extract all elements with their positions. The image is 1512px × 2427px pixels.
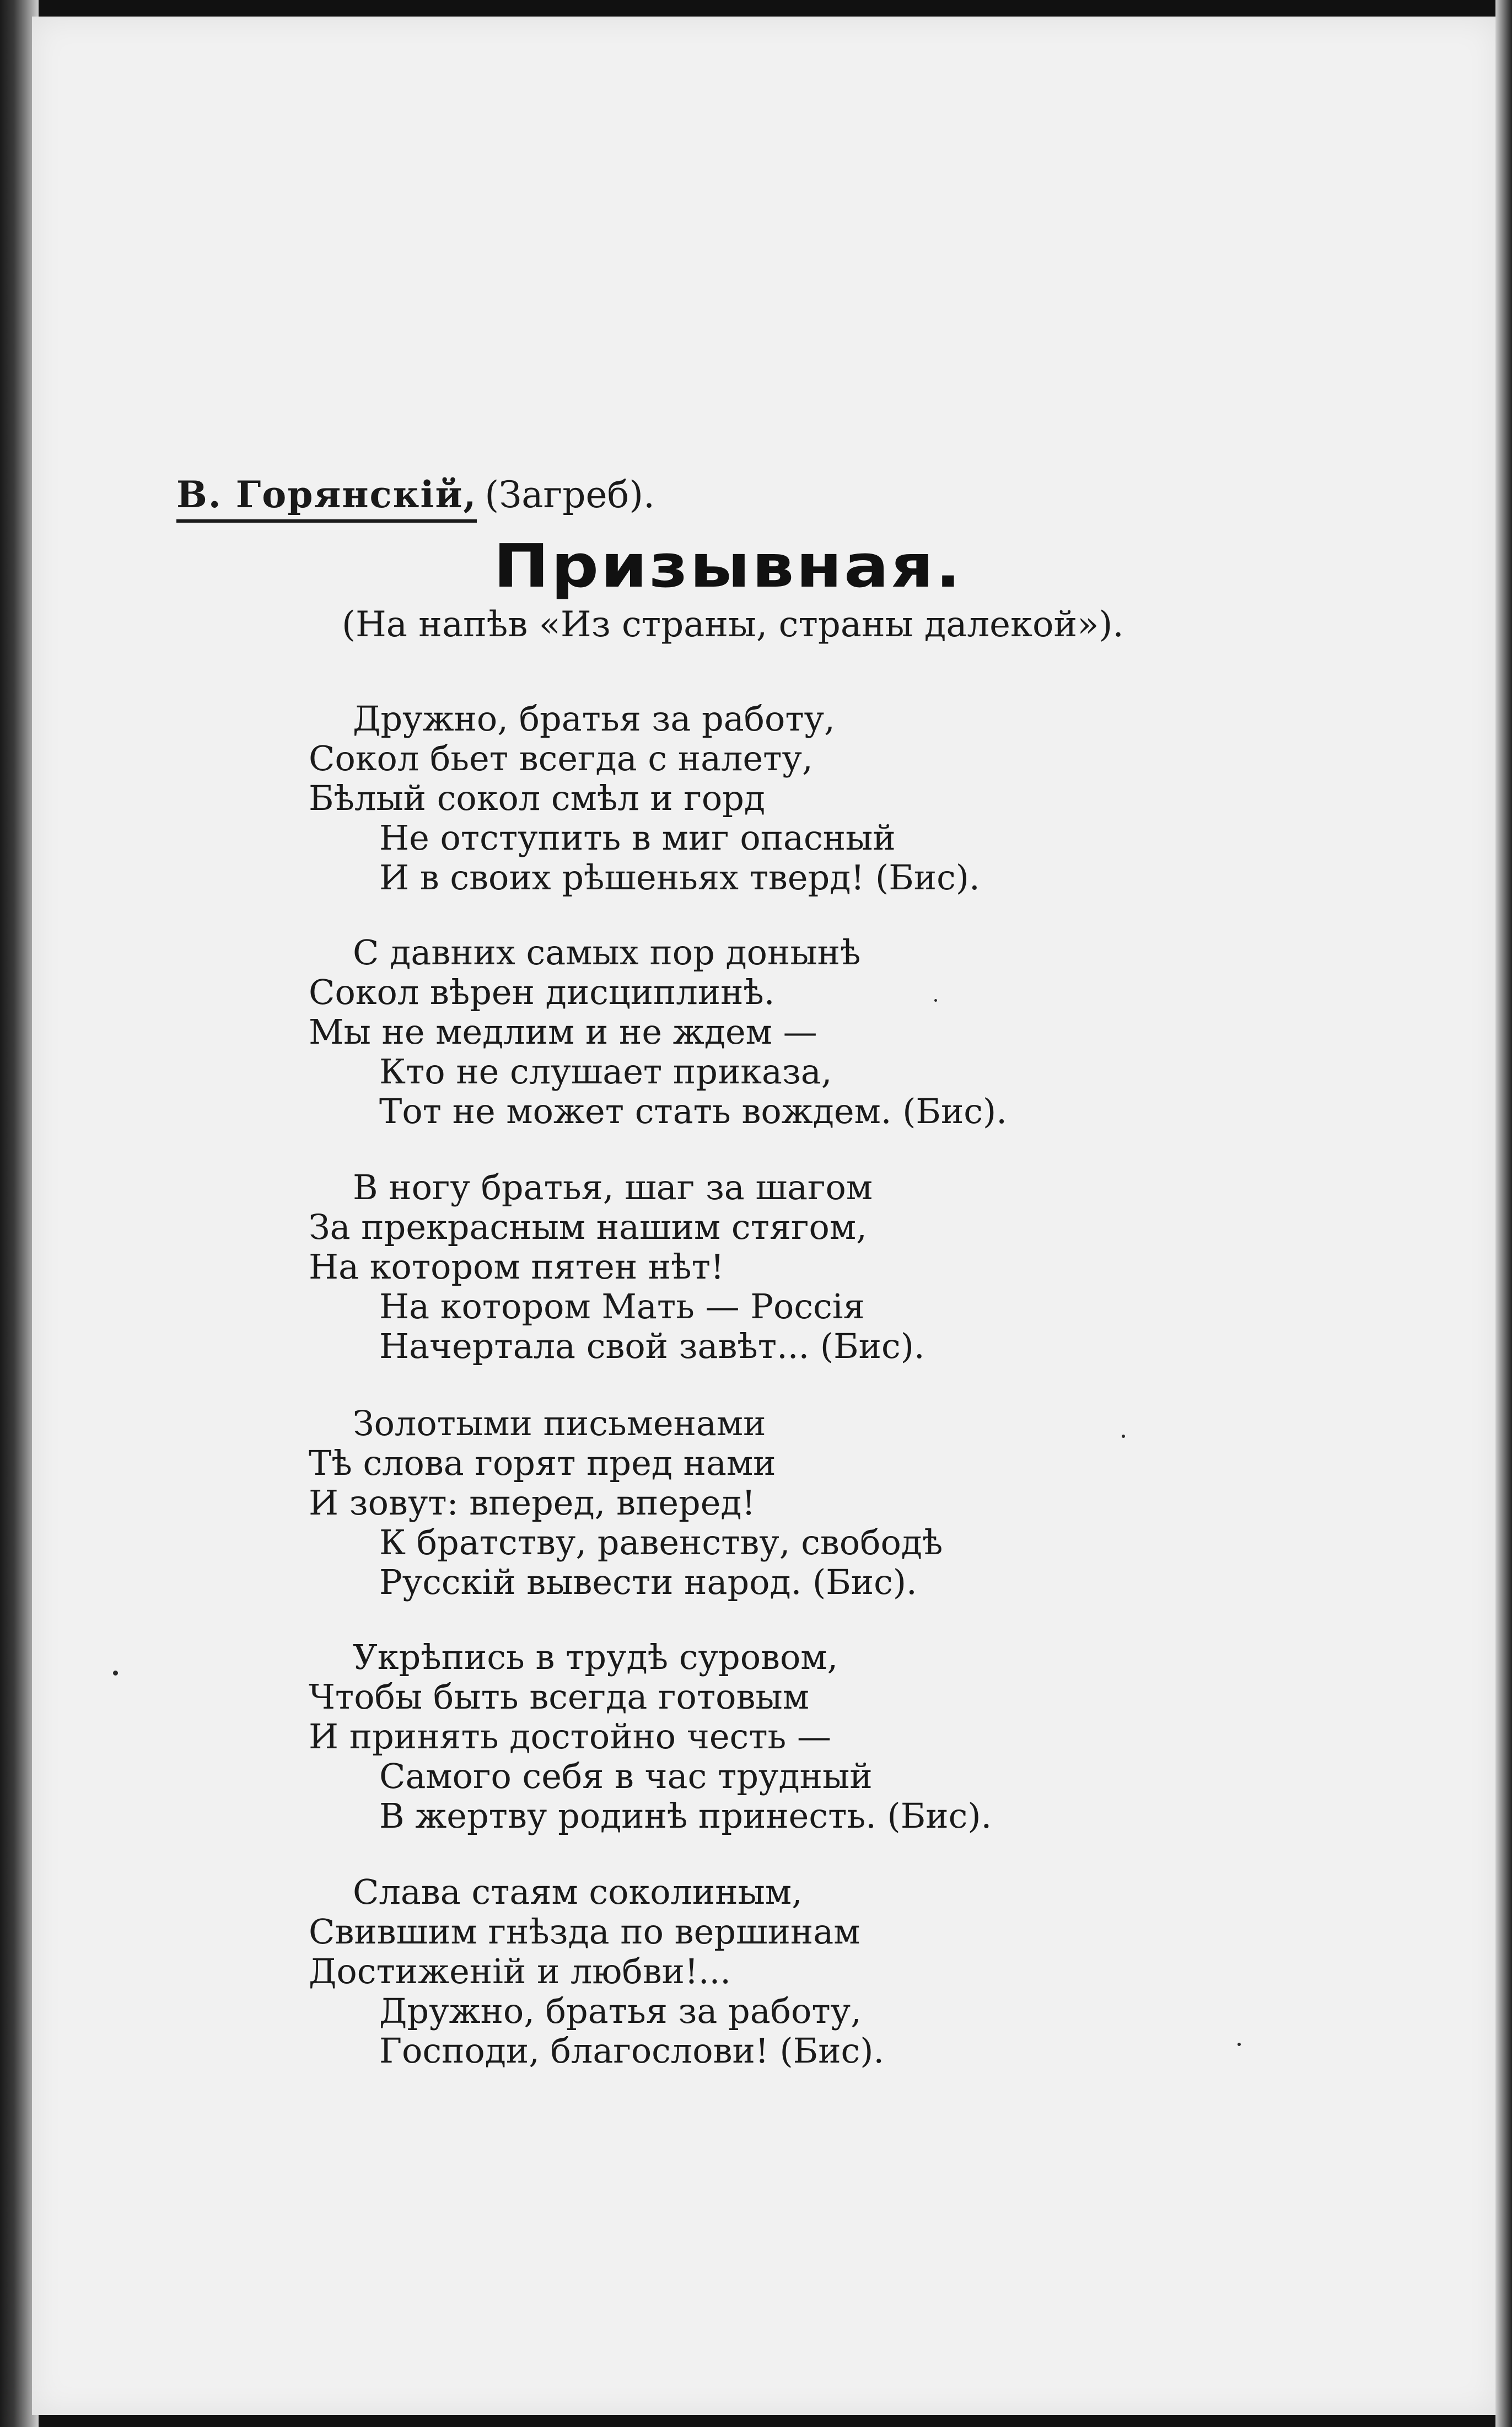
stanza-line: Свившим гнѣзда по вершинам: [309, 1911, 860, 1952]
stanza-line: Бѣлый сокол смѣл и горд: [309, 778, 766, 818]
stanza-line: И зовут: вперед, вперед!: [309, 1483, 756, 1523]
stanza-2: [309, 933, 1007, 1131]
stanza-line: Укрѣпись в трудѣ суровом,: [353, 1637, 838, 1677]
author-name: В. Горянскій,: [176, 473, 477, 523]
stanza-3: [309, 1168, 925, 1366]
author-line: [176, 473, 655, 516]
stanza-line: Дружно, братья за работу,: [353, 699, 835, 739]
stanza-line: Дружно, братья за работу,: [379, 1991, 862, 2031]
stanza-line: Чтобы быть всегда готовым: [309, 1677, 809, 1717]
stanza-line: Золотыми письменами: [353, 1403, 766, 1443]
stanza-line: Мы не медлим и не ждем —: [309, 1012, 817, 1052]
stanza-line: Сокол бьет всегда с налету,: [309, 738, 813, 778]
stanza-6: [309, 1872, 884, 2071]
stanza-line: Начертала свой завѣт... (Бис).: [379, 1326, 925, 1366]
stanza-line: В ногу братья, шаг за шагом: [353, 1167, 873, 1207]
stanza-line: В жертву родинѣ принесть. (Бис).: [379, 1796, 992, 1836]
stanza-line: Слава стаям соколиным,: [353, 1872, 803, 1912]
stanza-line: За прекрасным нашим стягом,: [309, 1207, 867, 1247]
ink-speck: [1237, 2043, 1241, 2046]
stanza-1: [309, 699, 980, 898]
stanza-line: Достиженій и любви!...: [309, 1951, 731, 1991]
stanza-line: На котором пятен нѣт!: [309, 1247, 724, 1287]
stanza-4: [309, 1404, 943, 1602]
stanza-line: Самого себя в час трудный: [379, 1756, 873, 1796]
author-place: (Загреб).: [485, 474, 655, 516]
stanza-line: Тот не может стать вождем. (Бис).: [379, 1091, 1007, 1131]
ink-speck: [934, 999, 937, 1002]
stanza-line: Тѣ слова горят пред нами: [309, 1443, 776, 1483]
stanza-line: Кто не слушает приказа,: [379, 1051, 832, 1092]
poem-title: Призывная.: [493, 532, 963, 601]
stanza-line: Господи, благослови! (Бис).: [379, 2031, 885, 2071]
stanza-line: На котором Мать — Россія: [379, 1286, 865, 1327]
stanza-line: И принять достойно честь —: [309, 1716, 832, 1757]
stanza-line: И в своих рѣшеньях тверд! (Бис).: [379, 857, 980, 898]
stanza-line: Сокол вѣрен дисциплинѣ.: [309, 972, 775, 1012]
ink-speck: [1122, 1435, 1125, 1438]
stanza-line: Не отступить в миг опасный: [379, 818, 896, 858]
stanza-5: [309, 1637, 992, 1836]
ink-speck: [113, 1671, 118, 1676]
poem-subtitle: (На напѣв «Из страны, страны далекой»).: [342, 604, 1124, 645]
stanza-line: Русскій вывести народ. (Бис).: [379, 1562, 917, 1602]
page-right-edge-shadow: [1495, 0, 1512, 2427]
stanza-line: С давних самых пор донынѣ: [353, 932, 861, 973]
stanza-line: К братству, равенству, свободѣ: [379, 1522, 943, 1562]
